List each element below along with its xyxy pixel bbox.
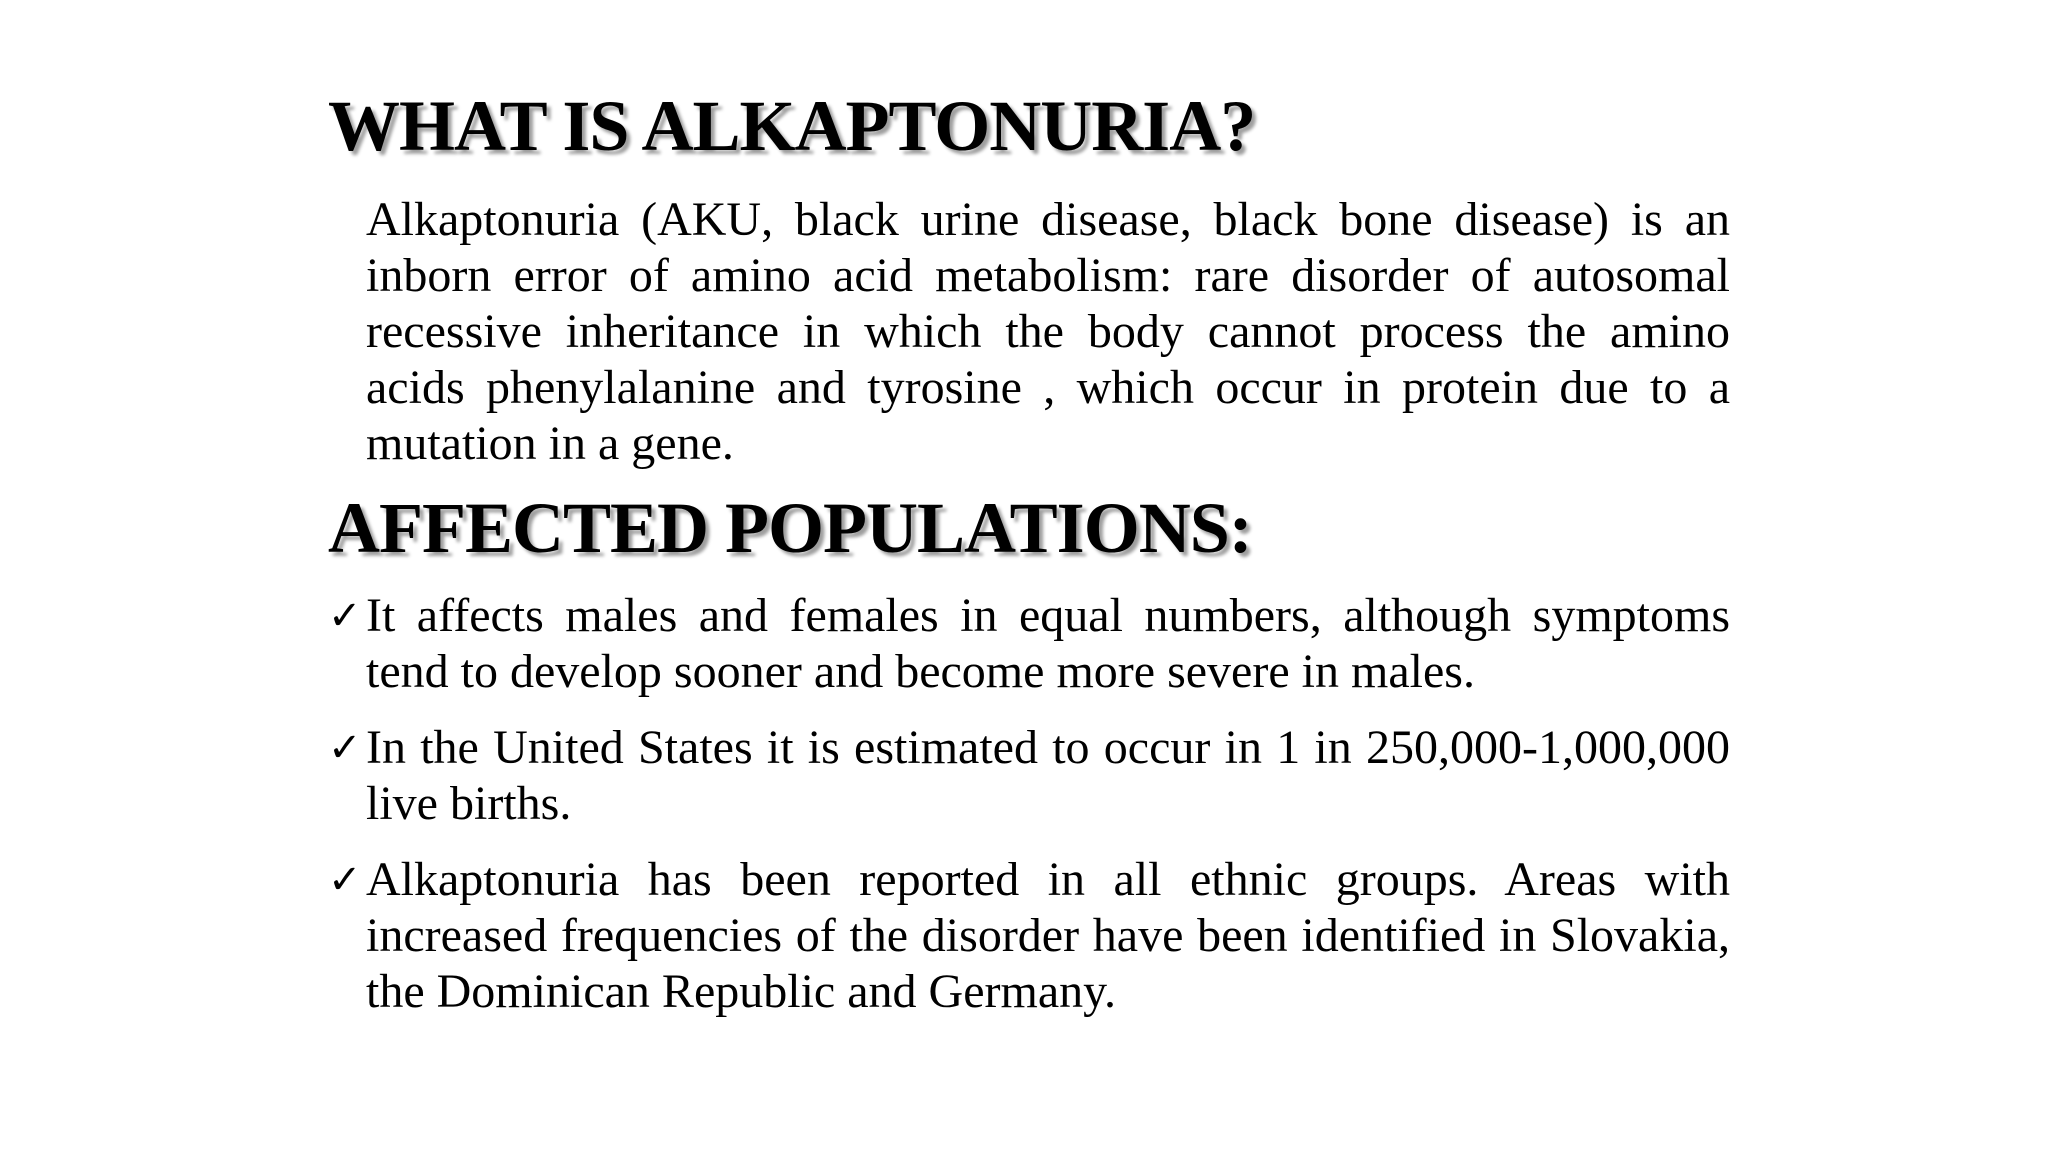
bullet-text: Alkaptonuria has been reported in all ethnic groups. Areas with increased frequencies of the disorder have been identified in Slovakia, the Dominican Republic and Germany. (366, 853, 1730, 1018)
bullet-text: In the United States it is estimated to occur in 1 in 250,000-1,000,000 live births. (366, 721, 1730, 830)
bullet-list (328, 588, 1730, 1040)
definition-paragraph: Alkaptonuria (AKU, black urine disease, black bone disease) is an inborn error of amino acid metabolism: rare disorder of autosomal recessive inheritance in which the body cannot process the amino acids phenylalanine and tyrosine , which occur in protein due to a mutation in a gene. (366, 193, 1730, 470)
checkmark-icon: ✓ (328, 725, 362, 771)
bullet-item (328, 720, 1730, 832)
bullet-item (328, 852, 1730, 1020)
heading-what-is-alkaptonuria: WHAT IS ALKAPTONURIA? (328, 86, 1256, 166)
checkmark-icon: ✓ (328, 593, 362, 639)
checkmark-icon: ✓ (328, 857, 362, 903)
bullet-item (328, 588, 1730, 700)
bullet-text: It affects males and females in equal numbers, although symptoms tend to develop sooner and become more severe in males. (366, 589, 1730, 698)
heading-affected-populations: AFFECTED POPULATIONS: (328, 488, 1252, 568)
